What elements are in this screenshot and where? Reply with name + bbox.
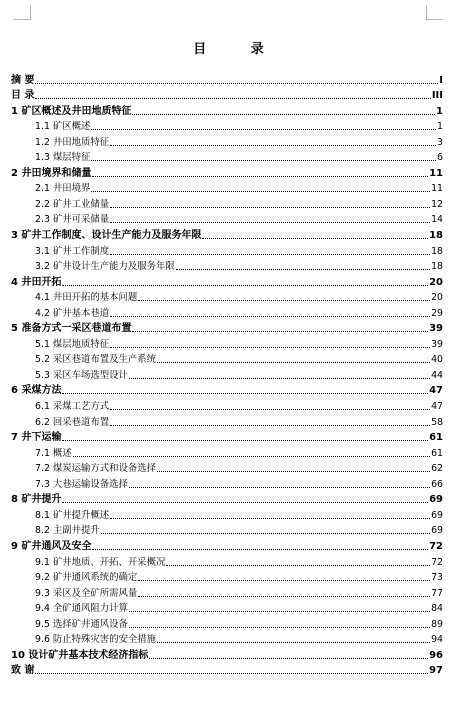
- toc-section-entry[interactable]: [11, 460, 443, 476]
- toc-entry-label: 1 矿区概述及井田地质特征: [11, 105, 132, 117]
- toc-chapter-entry[interactable]: [11, 537, 443, 553]
- toc-entry-label: 9 矿井通风及安全: [11, 540, 92, 552]
- dot-leader: [92, 549, 428, 550]
- toc-chapter-entry[interactable]: [11, 226, 443, 242]
- toc-section-entry[interactable]: [11, 413, 443, 429]
- toc-chapter-entry[interactable]: [11, 164, 443, 180]
- toc-entry-page-number: 20: [431, 292, 443, 304]
- toc-entry-label: 6 采煤方法: [11, 385, 62, 397]
- toc-entry-label: 5.2 采区巷道布置及生产系统: [35, 354, 157, 366]
- toc-entry-page-number: 84: [431, 603, 443, 615]
- toc-entry-label: 1.3 煤层特征: [35, 152, 91, 164]
- dot-leader: [202, 238, 428, 239]
- dot-leader: [62, 393, 428, 394]
- toc-section-entry[interactable]: [11, 289, 443, 305]
- dot-leader: [91, 129, 436, 130]
- dot-leader: [138, 596, 430, 597]
- toc-entry-page-number: 69: [431, 509, 443, 521]
- toc-entry-label: 4.1 井田开拓的基本问题: [35, 292, 138, 304]
- toc-entry-page-number: 11: [431, 183, 443, 195]
- dot-leader: [35, 98, 430, 99]
- toc-entry-label: 7.2 煤炭运输方式和设备选择: [35, 463, 157, 475]
- toc-entry-page-number: 18: [431, 245, 443, 257]
- toc-entry-page-number: 77: [431, 587, 443, 599]
- toc-entry-label: 8 矿井提升: [11, 494, 62, 506]
- toc-section-entry[interactable]: [11, 242, 443, 258]
- table-of-contents: [11, 71, 443, 677]
- toc-section-entry[interactable]: [11, 584, 443, 600]
- dot-leader: [132, 331, 428, 332]
- toc-section-entry[interactable]: [11, 444, 443, 460]
- toc-chapter-entry[interactable]: [11, 102, 443, 118]
- toc-entry-label: 2 井田境界和储量: [11, 167, 92, 179]
- toc-entry-label: 9.1 矿井地质、开拓、开采概况: [35, 556, 166, 568]
- toc-entry-page-number: 97: [429, 665, 443, 677]
- toc-entry-label: 1.1 矿区概述: [35, 121, 91, 133]
- toc-chapter-entry[interactable]: [11, 320, 443, 336]
- toc-section-entry[interactable]: [11, 351, 443, 367]
- toc-entry-label: 7.3 大巷运输设备选择: [35, 478, 128, 490]
- dot-leader: [62, 502, 428, 503]
- toc-entry-label: 5.3 采区车场选型设计: [35, 369, 128, 381]
- toc-section-entry[interactable]: [11, 600, 443, 616]
- dot-leader: [92, 176, 428, 177]
- page-title: 目 录: [193, 42, 284, 57]
- toc-chapter-entry[interactable]: [11, 71, 443, 87]
- dot-leader: [62, 440, 428, 441]
- toc-entry-page-number: 58: [431, 416, 443, 428]
- toc-entry-label: 10 设计矿井基本技术经济指标: [11, 649, 149, 661]
- toc-section-entry[interactable]: [11, 304, 443, 320]
- toc-section-entry[interactable]: [11, 149, 443, 165]
- dot-leader: [110, 347, 430, 348]
- toc-entry-page-number: 94: [431, 634, 443, 646]
- toc-entry-label: 9.3 采区及全矿所需风量: [35, 587, 138, 599]
- dot-leader: [110, 207, 430, 208]
- toc-entry-page-number: 29: [431, 307, 443, 319]
- toc-section-entry[interactable]: [11, 631, 443, 647]
- toc-entry-page-number: 12: [431, 198, 443, 210]
- dot-leader: [35, 83, 438, 84]
- dot-leader: [129, 487, 430, 488]
- dot-leader: [129, 627, 430, 628]
- dot-leader: [138, 300, 430, 301]
- dot-leader: [110, 254, 430, 255]
- dot-leader: [110, 409, 430, 410]
- toc-entry-page-number: 18: [429, 230, 443, 242]
- toc-section-entry[interactable]: [11, 195, 443, 211]
- toc-entry-label: 2.1 井田境界: [35, 183, 91, 195]
- dot-leader: [138, 580, 430, 581]
- dot-leader: [129, 611, 430, 612]
- dot-leader: [157, 471, 430, 472]
- dot-leader: [132, 114, 435, 115]
- toc-entry-page-number: 73: [431, 572, 443, 584]
- toc-entry-label: 1.2 井田地质特征: [35, 136, 110, 148]
- toc-entry-label: 5.1 煤层地质特征: [35, 338, 110, 350]
- toc-entry-label: 摘 要: [11, 74, 35, 86]
- toc-entry-label: 8.1 矿井提升概述: [35, 509, 110, 521]
- toc-entry-label: 9.2 矿井通风系统的确定: [35, 572, 138, 584]
- toc-entry-label: 8.2 主副井提升: [35, 525, 100, 537]
- toc-entry-label: 7.1 概述: [35, 447, 72, 459]
- toc-section-entry[interactable]: [11, 522, 443, 538]
- toc-entry-page-number: 6: [437, 152, 443, 164]
- toc-entry-label: 2.2 矿井工业储量: [35, 198, 110, 210]
- dot-leader: [110, 145, 436, 146]
- toc-entry-label: 6.2 回采巷道布置: [35, 416, 110, 428]
- toc-section-entry[interactable]: [11, 366, 443, 382]
- toc-chapter-entry[interactable]: [11, 491, 443, 507]
- dot-leader: [157, 362, 430, 363]
- toc-entry-page-number: 61: [431, 447, 443, 459]
- toc-entry-page-number: 11: [429, 167, 443, 179]
- toc-section-entry[interactable]: [11, 569, 443, 585]
- toc-section-entry[interactable]: [11, 615, 443, 631]
- toc-entry-label: 4.2 矿井基本巷道: [35, 307, 110, 319]
- toc-chapter-entry[interactable]: [11, 382, 443, 398]
- toc-section-entry[interactable]: [11, 211, 443, 227]
- toc-entry-label: 3.2 矿井设计生产能力及服务年限: [35, 261, 175, 273]
- dot-leader: [62, 285, 428, 286]
- dot-leader: [110, 222, 430, 223]
- toc-entry-page-number: 18: [431, 261, 443, 273]
- toc-entry-page-number: 47: [431, 401, 443, 413]
- page-corner-mark-left: [14, 5, 31, 20]
- toc-entry-label: 9.5 选择矿井通风设备: [35, 618, 128, 630]
- toc-entry-page-number: 39: [429, 323, 443, 335]
- page-corner-mark-right: [426, 5, 443, 20]
- toc-chapter-entry[interactable]: [11, 273, 443, 289]
- toc-entry-page-number: 47: [429, 385, 443, 397]
- toc-entry-page-number: 14: [431, 214, 443, 226]
- dot-leader: [91, 160, 436, 161]
- toc-entry-page-number: 61: [429, 432, 443, 444]
- dot-leader: [149, 658, 428, 659]
- toc-entry-label: 6.1 采煤工艺方式: [35, 401, 110, 413]
- toc-entry-label: 9.6 防止特殊灾害的安全措施: [35, 634, 157, 646]
- dot-leader: [157, 642, 430, 643]
- toc-entry-page-number: I: [439, 74, 443, 86]
- dot-leader: [110, 518, 430, 519]
- toc-entry-page-number: 96: [429, 649, 443, 661]
- toc-entry-page-number: 3: [437, 136, 443, 148]
- toc-entry-page-number: 44: [431, 369, 443, 381]
- toc-entry-page-number: 40: [431, 354, 443, 366]
- toc-entry-label: 3 矿井工作制度、设计生产能力及服务年限: [11, 230, 202, 242]
- dot-leader: [110, 425, 430, 426]
- dot-leader: [129, 378, 430, 379]
- toc-entry-page-number: 20: [429, 276, 443, 288]
- toc-section-entry[interactable]: [11, 118, 443, 134]
- toc-section-entry[interactable]: [11, 506, 443, 522]
- toc-entry-page-number: 69: [431, 525, 443, 537]
- toc-entry-page-number: 72: [431, 556, 443, 568]
- toc-entry-page-number: III: [431, 90, 443, 102]
- toc-section-entry[interactable]: [11, 133, 443, 149]
- toc-section-entry[interactable]: [11, 180, 443, 196]
- toc-entry-label: 目 录: [11, 90, 35, 102]
- toc-chapter-entry[interactable]: [11, 646, 443, 662]
- dot-leader: [166, 565, 430, 566]
- toc-entry-page-number: 66: [431, 478, 443, 490]
- toc-section-entry[interactable]: [11, 553, 443, 569]
- toc-chapter-entry[interactable]: [11, 662, 443, 678]
- toc-entry-label: 7 井下运输: [11, 432, 62, 444]
- toc-entry-label: 3.1 矿井工作制度: [35, 245, 110, 257]
- dot-leader: [176, 269, 430, 270]
- toc-entry-page-number: 1: [437, 121, 443, 133]
- dot-leader: [101, 533, 430, 534]
- toc-entry-label: 5 准备方式一采区巷道布置: [11, 323, 132, 335]
- toc-section-entry[interactable]: [11, 335, 443, 351]
- toc-section-entry[interactable]: [11, 397, 443, 413]
- toc-entry-page-number: 69: [429, 494, 443, 506]
- toc-entry-label: 致 谢: [11, 665, 35, 677]
- toc-section-entry[interactable]: [11, 475, 443, 491]
- dot-leader: [35, 673, 428, 674]
- toc-entry-label: 2.3 矿井可采储量: [35, 214, 110, 226]
- toc-entry-label: 9.4 全矿通风阻力计算: [35, 603, 128, 615]
- toc-chapter-entry[interactable]: [11, 429, 443, 445]
- toc-entry-label: 4 井田开拓: [11, 276, 62, 288]
- toc-entry-page-number: 62: [431, 463, 443, 475]
- toc-entry-page-number: 39: [431, 338, 443, 350]
- toc-section-entry[interactable]: [11, 258, 443, 274]
- toc-entry-page-number: 89: [431, 618, 443, 630]
- dot-leader: [91, 191, 430, 192]
- toc-chapter-entry[interactable]: [11, 87, 443, 103]
- dot-leader: [110, 316, 430, 317]
- toc-entry-page-number: 72: [429, 540, 443, 552]
- toc-entry-page-number: 1: [436, 105, 443, 117]
- dot-leader: [73, 456, 430, 457]
